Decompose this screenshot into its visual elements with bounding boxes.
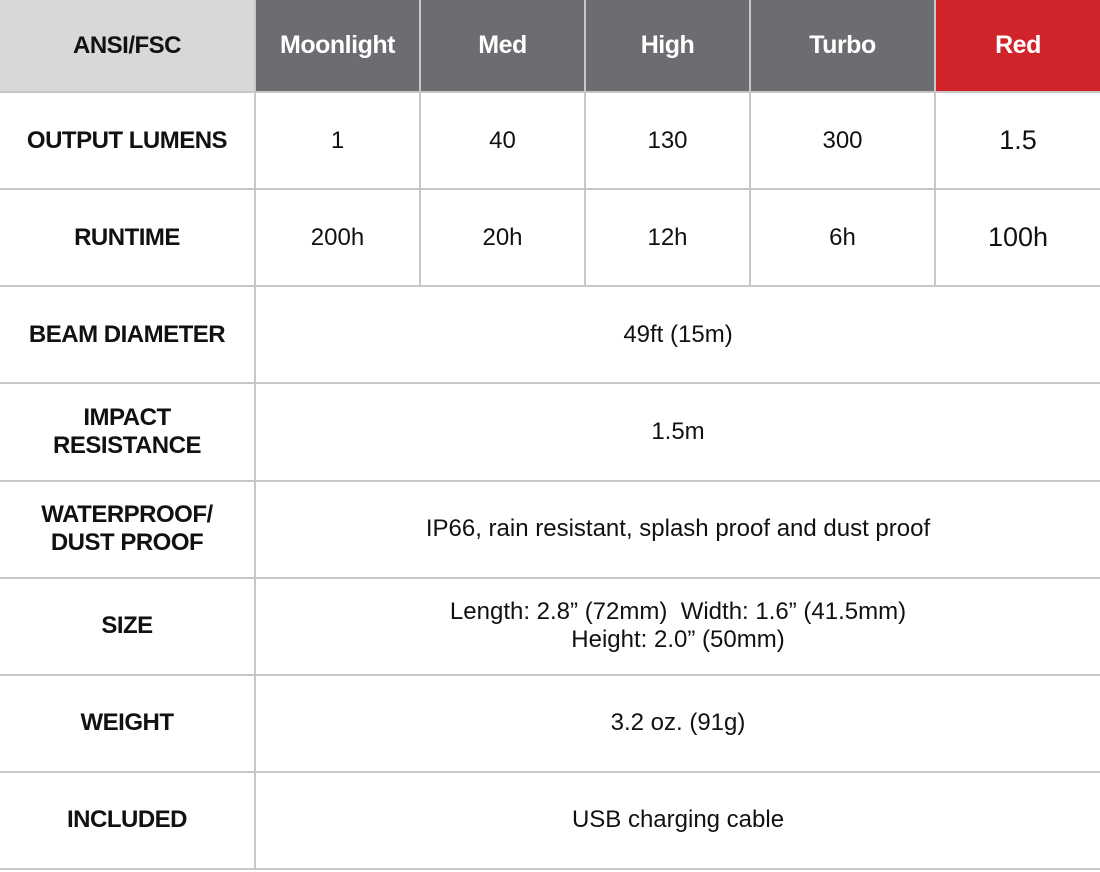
output-lumens-moonlight: 1	[255, 92, 420, 189]
output-lumens-label: OUTPUT LUMENS	[0, 92, 255, 189]
impact-resistance-label-line-1: IMPACT	[83, 403, 171, 431]
runtime-med: 20h	[420, 189, 585, 286]
size-label: SIZE	[0, 578, 255, 675]
waterproof-value: IP66, rain resistant, splash proof and dust proof	[255, 481, 1100, 578]
size-value-line-2: Height: 2.0” (50mm)	[571, 626, 785, 654]
runtime-high: 12h	[585, 189, 750, 286]
waterproof-row	[0, 481, 1100, 578]
runtime-turbo: 6h	[750, 189, 935, 286]
waterproof-label	[0, 481, 255, 578]
runtime-red: 100h	[935, 189, 1100, 286]
runtime-label: RUNTIME	[0, 189, 255, 286]
output-lumens-turbo: 300	[750, 92, 935, 189]
impact-resistance-row	[0, 383, 1100, 480]
header-row	[0, 0, 1100, 92]
output-lumens-red: 1.5	[935, 92, 1100, 189]
included-label: INCLUDED	[0, 772, 255, 869]
corner-header: ANSI/FSC	[0, 0, 255, 92]
mode-header-med: Med	[420, 0, 585, 92]
size-value	[255, 578, 1100, 675]
mode-header-red: Red	[935, 0, 1100, 92]
beam-diameter-row	[0, 286, 1100, 383]
size-row	[0, 578, 1100, 675]
runtime-row	[0, 189, 1100, 286]
impact-resistance-value: 1.5m	[255, 383, 1100, 480]
weight-value: 3.2 oz. (91g)	[255, 675, 1100, 772]
size-value-line-1: Length: 2.8” (72mm) Width: 1.6” (41.5mm)	[449, 598, 907, 626]
impact-resistance-label-line-2: RESISTANCE	[53, 431, 201, 459]
mode-header-moonlight: Moonlight	[255, 0, 420, 92]
mode-header-high: High	[585, 0, 750, 92]
mode-header-turbo: Turbo	[750, 0, 935, 92]
waterproof-label-line-2: DUST PROOF	[50, 529, 204, 557]
weight-label: WEIGHT	[0, 675, 255, 772]
output-lumens-med: 40	[420, 92, 585, 189]
waterproof-label-line-1: WATERPROOF/	[41, 501, 213, 529]
included-value: USB charging cable	[255, 772, 1100, 869]
weight-row	[0, 675, 1100, 772]
beam-diameter-label: BEAM DIAMETER	[0, 286, 255, 383]
included-row	[0, 772, 1100, 869]
output-lumens-high: 130	[585, 92, 750, 189]
impact-resistance-label	[0, 383, 255, 480]
beam-diameter-value: 49ft (15m)	[255, 286, 1100, 383]
runtime-moonlight: 200h	[255, 189, 420, 286]
output-lumens-row	[0, 92, 1100, 189]
